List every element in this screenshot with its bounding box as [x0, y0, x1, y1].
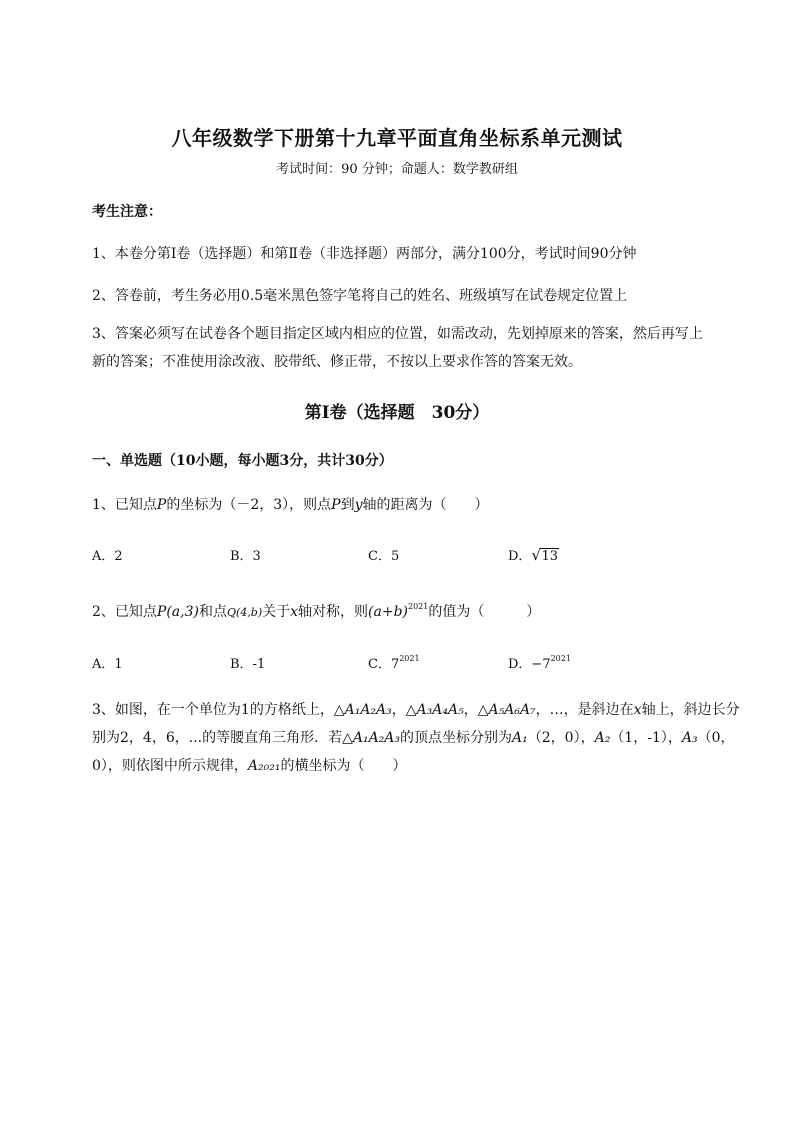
q3-text: ，△ — [463, 702, 489, 718]
q1-option-b[interactable]: B．3 — [230, 549, 261, 564]
q1-text: 1、已知点 — [92, 497, 157, 513]
q3-text: 轴上，斜边长分别为2，4，6，...的等腰直角三角形．若△ — [92, 702, 740, 746]
notes-heading: 考生注意： — [92, 204, 162, 220]
q3-triangle: A₁A₂A₃ — [344, 702, 392, 718]
q2-option-b[interactable]: B．-1 — [230, 657, 266, 672]
q2-point-q: Q(4,b) — [226, 606, 263, 619]
q2-text: 轴对称，则 — [298, 604, 369, 620]
q3-text: （0，0），则依图中所示规律， — [92, 730, 735, 774]
question-3 — [92, 696, 752, 780]
q3-vertex: A₁ — [512, 730, 528, 746]
note-item-3: 3、答案必须写在试卷各个题目指定区域内相应的位置，如需改动，先划掉原来的答案，然后再写上新的答案；不准使用涂改液、胶带纸、修正带，不按以上要求作答的答案无效。 — [92, 326, 703, 370]
q3-triangle: A₃A₄A₅ — [416, 702, 464, 718]
q1-text: 轴的距离为（ ） — [362, 497, 489, 513]
q3-vertex: A₂ — [594, 730, 611, 746]
q2-option-c-exponent: 2021 — [399, 654, 420, 663]
question-1 — [92, 494, 489, 514]
q2-option-a[interactable]: A．1 — [92, 657, 123, 672]
question-2 — [92, 601, 540, 621]
q1-point: P — [331, 497, 341, 513]
q1-point: P — [156, 497, 167, 513]
q2-option-d-label: D．−7 — [508, 657, 551, 672]
q3-triangle: A₅A₆A₇ — [488, 702, 536, 718]
q1-option-c[interactable]: C．5 — [368, 549, 400, 564]
page-title: 八年级数学下册第十九章平面直角坐标系单元测试 — [171, 126, 623, 150]
q1-option-d-label: D． — [508, 549, 532, 564]
section-title: 一、单选题（10小题，每小题3分，共计30分） — [92, 453, 393, 469]
q2-text: 2、已知点 — [92, 604, 157, 620]
q2-point-p: P(a,3) — [156, 604, 199, 620]
q3-text: 的顶点坐标分别为 — [400, 730, 513, 746]
q2-axis: x — [290, 604, 299, 620]
q2-text: 的值为（ ） — [428, 604, 541, 620]
note-item-2: 2、答卷前，考生务必用0.5毫米黑色签字笔将自己的姓名、班级填写在试卷规定位置上 — [92, 288, 628, 304]
q2-option-d[interactable] — [508, 653, 571, 672]
q1-text: 的坐标为（－2，3），则点 — [166, 497, 332, 513]
q1-option-a[interactable]: A．2 — [92, 549, 123, 564]
q1-text: 到 — [340, 497, 355, 513]
q3-vertex: A₃ — [681, 730, 698, 746]
q2-exponent: 2021 — [408, 602, 429, 611]
q1-axis: y — [354, 497, 363, 513]
q1-option-d[interactable] — [508, 545, 559, 564]
q3-vertex: A₂₀₂₁ — [247, 758, 281, 774]
sqrt-symbol: √ 13 — [531, 546, 558, 564]
q2-option-c[interactable] — [368, 653, 420, 672]
exam-info: 考试时间：90 分钟；命题人：数学教研组 — [276, 162, 518, 177]
part-title: 第I卷（选择题 30分） — [304, 403, 490, 423]
q2-option-d-exponent: 2021 — [550, 654, 571, 663]
note-item-1: 1、本卷分第I卷（选择题）和第Ⅱ卷（非选择题）两部分，满分100分，考试时间90分钟 — [92, 246, 637, 262]
q3-text: （2，0）， — [527, 730, 595, 746]
q2-text: 关于 — [262, 604, 291, 620]
q3-triangle: A₁A₂A₃ — [352, 730, 401, 746]
q3-axis: x — [633, 702, 642, 718]
q3-text: ，…，是斜边在 — [535, 702, 634, 718]
q3-text: （1，-1）， — [610, 730, 682, 746]
q3-text: 的横坐标为（ ） — [280, 758, 407, 774]
q2-option-c-label: C．7 — [368, 657, 400, 672]
q2-text: 和点 — [198, 604, 227, 620]
q3-text: 3、如图，在一个单位为1的方格纸上，△ — [92, 702, 345, 718]
q2-expression: (a+b) — [368, 604, 408, 620]
q3-text: ，△ — [391, 702, 417, 718]
q1-option-d-radicand: 13 — [541, 549, 558, 564]
